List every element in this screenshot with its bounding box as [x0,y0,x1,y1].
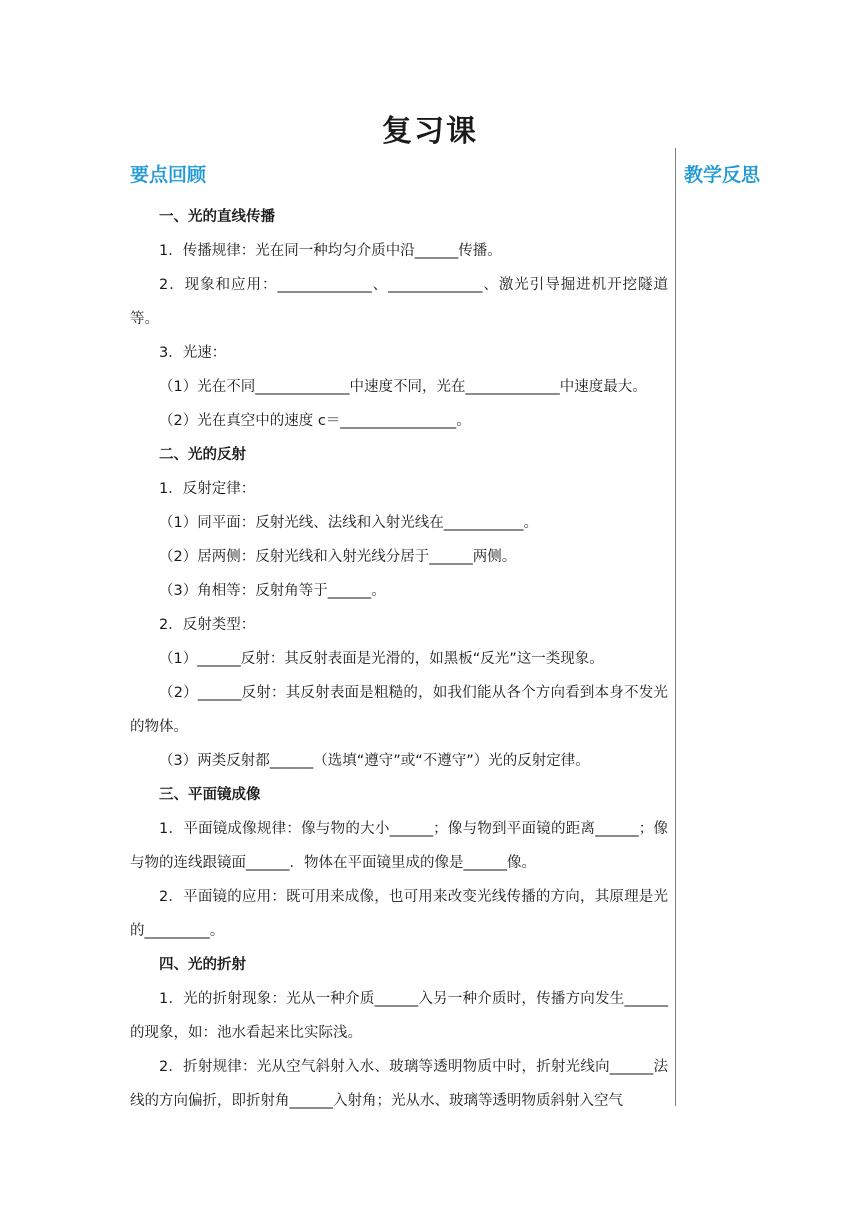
topic-heading: 二、光的反射 [159,447,246,463]
text-line: （2）光在真空中的速度 c＝________________。 [159,413,471,429]
text-line: 1．平面镜成像规律：像与物的大小______；像与物到平面镜的距离______；像与物的连线跟镜面______．物体在平面镜里成的像是______像。 [130,821,668,871]
text-line: 2．现象和应用：_____________、_____________、激光引导掘进机开挖隧道等。 [130,277,668,327]
text-line: （1）______反射：其反射表面是光滑的，如黑板“反光”这一类现象。 [159,651,604,667]
section-heading-reflection: 教学反思 [684,164,761,186]
text-line: （1）同平面：反射光线、法线和入射光线在___________。 [159,515,538,531]
text-line: 1．传播规律：光在同一种均匀介质中沿______传播。 [159,243,502,259]
text-line: （2）______反射：其反射表面是粗糙的，如我们能从各个方向看到本身不发光的物体。 [130,685,668,735]
review-content [130,200,668,1118]
column-divider [675,148,676,1106]
topic-heading: 四、光的折射 [159,957,246,973]
text-line: （1）光在不同_____________中速度不同，光在_____________中速度最大。 [159,379,647,395]
topic-heading: 一、光的直线传播 [159,209,275,225]
text-line: 3．光速： [159,345,227,361]
text-line: 2．折射规律：光从空气斜射入水、玻璃等透明物质中时，折射光线向______法线的方向偏折，即折射角______入射角；光从水、玻璃等透明物质斜射入空气 [130,1059,668,1109]
page-title: 复习课 [382,114,478,149]
section-heading-review: 要点回顾 [130,164,207,186]
text-line: 1．反射定律： [159,481,256,497]
text-line: 2．反射类型： [159,617,256,633]
text-line: （3）两类反射都______（选填“遵守”或“不遵守”）光的反射定律。 [159,753,590,769]
text-line: 1．光的折射现象：光从一种介质______入另一种介质时，传播方向发生______的现象，如：池水看起来比实际浅。 [130,991,668,1041]
topic-heading: 三、平面镜成像 [159,787,261,803]
text-line: 2．平面镜的应用：既可用来成像，也可用来改变光线传播的方向，其原理是光的_________。 [130,889,668,939]
text-line: （2）居两侧：反射光线和入射光线分居于______两侧。 [159,549,517,565]
text-line: （3）角相等：反射角等于______。 [159,583,386,599]
